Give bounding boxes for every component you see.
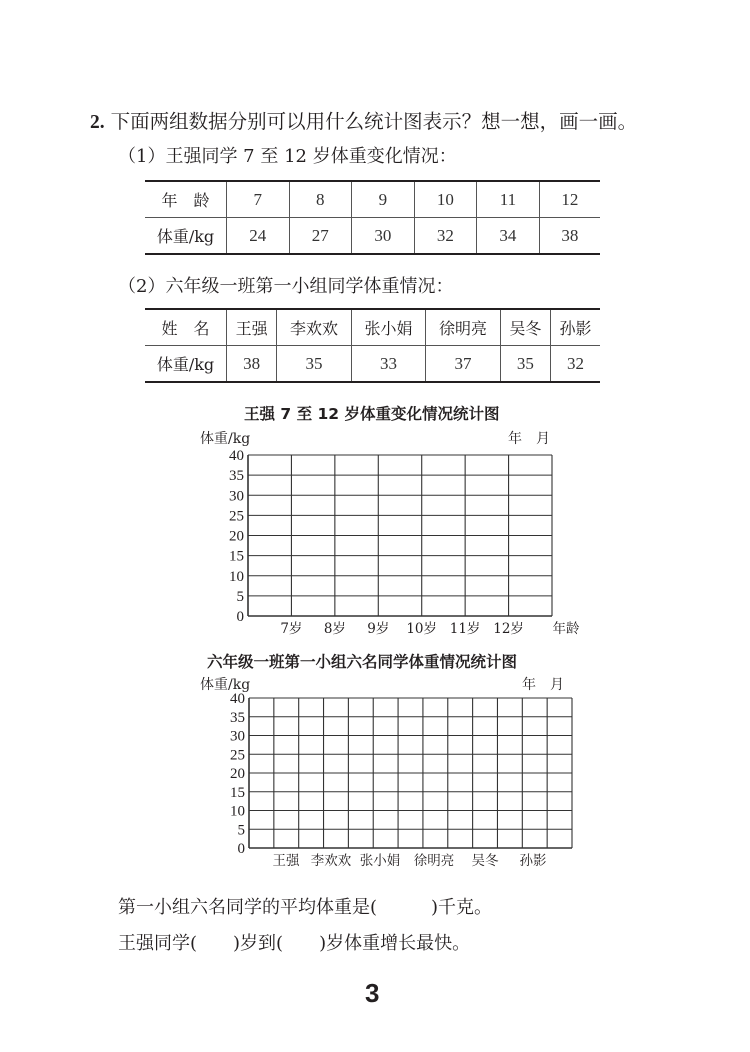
- x-tick-label: 李欢欢: [310, 853, 352, 869]
- x-tick-label: 王强: [272, 853, 300, 869]
- y-tick-label: 10: [230, 803, 245, 820]
- table-cell: 徐明亮: [426, 309, 501, 346]
- x-tick-label: 徐明亮: [413, 853, 455, 869]
- x-tick-label: 10岁: [406, 621, 438, 637]
- table-cell: 24: [227, 218, 290, 255]
- table-cell: 37: [426, 346, 501, 383]
- table-cell: 30: [352, 218, 415, 255]
- y-tick-label: 15: [229, 548, 244, 565]
- chart1-title: 王强 7 至 12 岁体重变化情况统计图: [244, 405, 500, 423]
- question-text: 下面两组数据分别可以用什么统计图表示？想一想，画一画。: [110, 110, 638, 133]
- y-tick-label: 40: [230, 691, 245, 707]
- y-tick-label: 25: [230, 747, 245, 764]
- y-tick-label: 5: [237, 822, 245, 839]
- chart1-date-label: 年 月: [508, 431, 550, 447]
- table-cell: 34: [477, 218, 540, 255]
- table-cell: 8: [289, 181, 352, 218]
- y-tick-label: 30: [229, 488, 244, 505]
- table-header: 姓 名: [145, 309, 227, 346]
- y-tick-label: 10: [229, 568, 244, 585]
- chart1-ylabel: 体重/kg: [200, 431, 251, 447]
- table-cell: 38: [539, 218, 600, 255]
- table-cell: 10: [414, 181, 477, 218]
- question-number: 2.: [90, 112, 105, 133]
- table-cell: 33: [351, 346, 426, 383]
- table-header: 体重/kg: [145, 218, 227, 255]
- x-axis-label: 年龄: [552, 621, 580, 637]
- chart2-ylabel: 体重/kg: [200, 677, 251, 693]
- table-cell: 7: [227, 181, 290, 218]
- y-tick-label: 0: [236, 609, 244, 625]
- chart2-date-label: 年 月: [522, 677, 564, 693]
- y-tick-label: 25: [229, 508, 244, 525]
- table-cell: 王强: [227, 309, 277, 346]
- y-tick-label: 20: [230, 766, 245, 782]
- y-tick-label: 40: [229, 448, 244, 464]
- table-cell: 张小娟: [351, 309, 426, 346]
- y-tick-label: 35: [229, 468, 244, 485]
- table-cell: 35: [500, 346, 550, 383]
- table-cell: 孙影: [551, 309, 601, 346]
- table-cell: 12: [539, 181, 600, 218]
- table-cell: 李欢欢: [277, 309, 352, 346]
- y-tick-label: 5: [236, 588, 244, 605]
- fastest-growth-question: 王强同学( )岁到( )岁体重增长最快。: [118, 933, 471, 954]
- average-weight-question: 第一小组六名同学的平均体重是( )千克。: [118, 897, 493, 918]
- page-number: 3: [365, 978, 380, 1008]
- table-cell: 11: [477, 181, 540, 218]
- table-cell: 9: [352, 181, 415, 218]
- y-tick-label: 15: [230, 784, 245, 801]
- x-tick-label: 9岁: [367, 621, 390, 637]
- table-cell: 32: [551, 346, 601, 383]
- x-tick-label: 12岁: [493, 621, 524, 637]
- x-tick-label: 8岁: [323, 621, 346, 637]
- x-tick-label: 孙影: [519, 853, 547, 869]
- table-cell: 27: [289, 218, 352, 255]
- table-header: 年 龄: [145, 181, 227, 218]
- x-tick-label: 11岁: [449, 621, 481, 637]
- table-cell: 32: [414, 218, 477, 255]
- chart2-title: 六年级一班第一小组六名同学体重情况统计图: [207, 653, 518, 671]
- y-tick-label: 35: [230, 709, 245, 726]
- part-2-heading: （2）六年级一班第一小组同学体重情况：: [118, 276, 454, 297]
- x-tick-label: 张小娟: [359, 853, 401, 869]
- y-tick-label: 30: [230, 728, 245, 745]
- table-cell: 35: [277, 346, 352, 383]
- x-tick-label: 吴冬: [471, 853, 499, 869]
- y-tick-label: 20: [229, 528, 244, 545]
- table-header: 体重/kg: [145, 346, 227, 383]
- table-cell: 吴冬: [500, 309, 550, 346]
- table-cell: 38: [227, 346, 277, 383]
- y-tick-label: 0: [237, 841, 245, 857]
- x-tick-label: 7岁: [280, 621, 303, 637]
- part-1-heading: （1）王强同学 7 至 12 岁体重变化情况：: [118, 146, 457, 167]
